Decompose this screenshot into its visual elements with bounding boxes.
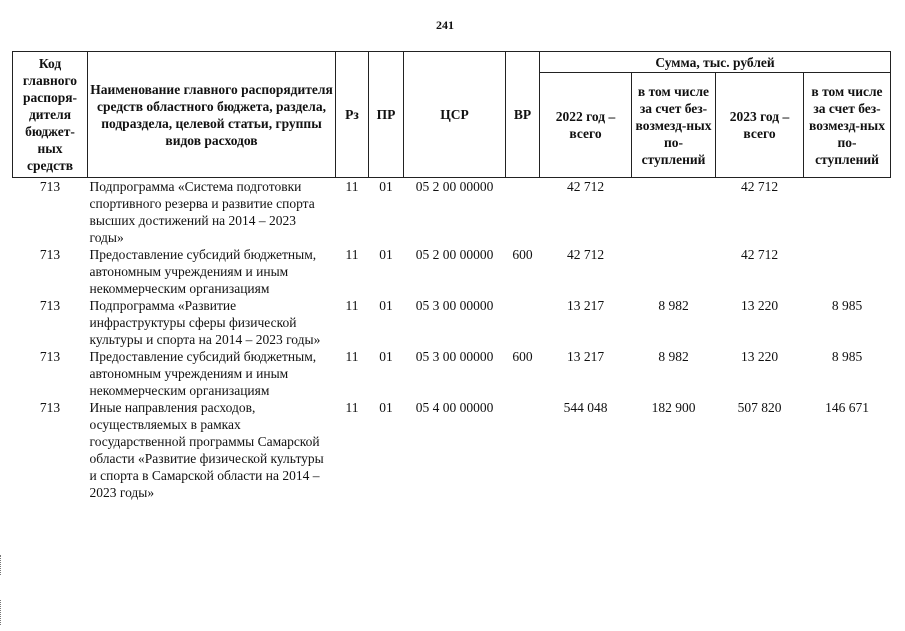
header-2022-total: 2022 год – всего — [540, 73, 632, 178]
cell-2023-free: 8 985 — [831, 298, 863, 313]
cell-vr: 600 — [512, 349, 533, 364]
cell-pr: 01 — [379, 247, 393, 262]
header-sum: Сумма, тыс. рублей — [540, 52, 891, 73]
cell-vr — [506, 399, 540, 501]
cell-2023-free — [804, 246, 891, 297]
table-body — [13, 178, 891, 502]
table-row — [13, 348, 891, 399]
cell-2022-free: 8 982 — [658, 298, 689, 313]
header-csr: ЦСР — [404, 52, 506, 178]
cell-code: 713 — [39, 400, 61, 415]
cell-2022-free: 8 982 — [658, 349, 689, 364]
cell-code: 713 — [39, 247, 61, 262]
cell-csr: 05 2 00 00000 — [415, 179, 494, 194]
table-row — [13, 246, 891, 297]
cell-code: 713 — [39, 298, 61, 313]
cell-2023-free — [804, 178, 891, 247]
cell-2023-total: 42 712 — [740, 247, 779, 262]
table-row — [13, 297, 891, 348]
cell-name: Подпрограмма «Развитие инфраструктуры сферы физической культуры и спорта на 2014 – 2023 годы» — [89, 298, 321, 347]
cell-code: 713 — [39, 179, 61, 194]
cell-rz: 11 — [345, 400, 359, 415]
header-2022-free: в том числе за счет без-возмезд-ных по-ступлений — [632, 73, 716, 178]
cell-2022-total: 42 712 — [566, 247, 605, 262]
cell-vr — [506, 297, 540, 348]
cell-csr: 05 3 00 00000 — [415, 349, 494, 364]
cell-rz: 11 — [345, 179, 359, 194]
cell-2022-free — [632, 178, 716, 247]
cell-name: Предоставление субсидий бюджетным, автономным учреждениям и иным некоммерческим организациям — [89, 349, 317, 398]
cell-csr: 05 3 00 00000 — [415, 298, 494, 313]
cell-2023-total: 507 820 — [737, 400, 782, 415]
table-row — [13, 399, 891, 501]
cell-rz: 11 — [345, 247, 359, 262]
header-2023-total: 2023 год – всего — [716, 73, 804, 178]
cell-vr: 600 — [512, 247, 533, 262]
cell-csr: 05 2 00 00000 — [415, 247, 494, 262]
cell-rz: 11 — [345, 349, 359, 364]
cell-2023-total: 42 712 — [740, 179, 779, 194]
header-2023-free: в том числе за счет без-возмезд-ных по-ступлений — [804, 73, 891, 178]
scan-margin-mark — [0, 600, 4, 625]
cell-pr: 01 — [379, 298, 393, 313]
cell-pr: 01 — [379, 349, 393, 364]
page-number: 241 — [436, 18, 454, 32]
cell-pr: 01 — [379, 179, 393, 194]
budget-table — [12, 51, 891, 501]
cell-name: Иные направления расходов, осуществляемых в рамках государственной программы Самарской области «Развитие физической культуры и спорта в Самарской области на 2014 – 2023 годы» — [89, 400, 324, 500]
cell-code: 713 — [39, 349, 61, 364]
cell-vr — [506, 178, 540, 247]
cell-2023-free: 8 985 — [831, 349, 863, 364]
cell-2023-total: 13 220 — [740, 349, 779, 364]
cell-name: Предоставление субсидий бюджетным, автономным учреждениям и иным некоммерческим организациям — [89, 247, 317, 296]
cell-2022-total: 13 217 — [566, 349, 605, 364]
cell-name: Подпрограмма «Система подготовки спортивного резерва и развитие спорта высших достижений на 2014 – 2023 годы» — [89, 179, 315, 245]
cell-2023-total: 13 220 — [740, 298, 779, 313]
cell-2022-total: 544 048 — [563, 400, 608, 415]
table-row — [13, 178, 891, 247]
cell-csr: 05 4 00 00000 — [415, 400, 494, 415]
cell-rz: 11 — [345, 298, 359, 313]
header-vr: ВР — [506, 52, 540, 178]
header-name: Наименование главного распорядителя средств областного бюджета, раздела, подраздела, целевой статьи, группы видов расходов — [88, 52, 336, 178]
cell-2022-free — [632, 246, 716, 297]
table-header — [13, 52, 891, 178]
header-pr: ПР — [369, 52, 404, 178]
cell-pr: 01 — [379, 400, 393, 415]
header-rz: Рз — [336, 52, 369, 178]
scan-margin-mark — [0, 555, 4, 575]
cell-2022-free: 182 900 — [651, 400, 696, 415]
header-code: Код главного распоря-дителя бюджет-ных средств — [13, 52, 88, 178]
cell-2022-total: 13 217 — [566, 298, 605, 313]
cell-2023-free: 146 671 — [825, 400, 869, 415]
cell-2022-total: 42 712 — [566, 179, 605, 194]
